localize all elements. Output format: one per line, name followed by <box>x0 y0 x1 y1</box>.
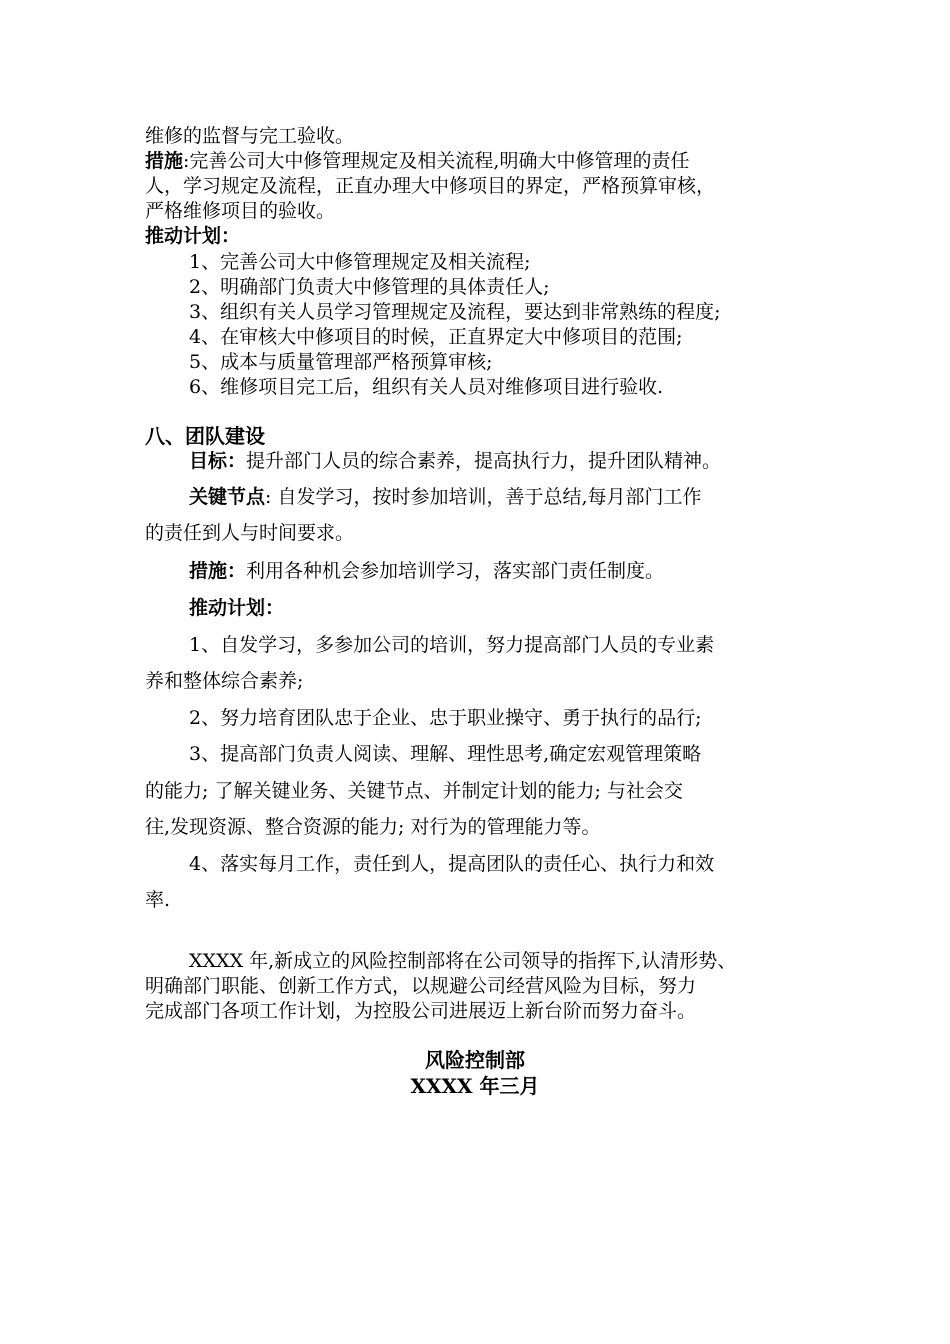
section7-measures-label: 措施 <box>145 150 184 172</box>
section8-key-line1 <box>189 485 702 509</box>
section8-plan-2: 2、努力培育团队忠于企业、忠于职业操守、勇于执行的品行; <box>189 707 702 729</box>
section8-heading: 八、团队建设 <box>145 424 265 448</box>
section8-plan-3-line1: 3、提高部门负责人阅读、理解、理性思考,确定宏观管理策略 <box>189 743 702 765</box>
section8-measures-label: 措施： <box>189 560 247 582</box>
section8-key-line2: 的责任到人与时间要求。 <box>145 522 355 544</box>
closing-line3: 完成部门各项工作计划，为控股公司进展迈上新台阶而努力奋斗。 <box>145 1000 697 1022</box>
section8-key-label: 关键节点 <box>189 486 266 508</box>
closing-line2: 明确部门职能、创新工作方式，以规避公司经营风险为目标，努力 <box>145 975 697 997</box>
section7-line-top: 维修的监督与完工验收。 <box>145 125 355 147</box>
section7-plan-item-5: 5、成本与质量管理部严格预算审核; <box>189 351 493 373</box>
section8-plan-4-line1: 4、落实每月工作，责任到人，提高团队的责任心、执行力和效 <box>189 853 715 875</box>
section7-measures-line1 <box>145 149 689 173</box>
section8-goal <box>189 449 721 473</box>
section7-plan-label: 推动计划： <box>145 225 241 247</box>
section8-measures-text: 利用各种机会参加培训学习，落实部门责任制度。 <box>246 560 665 582</box>
section8-plan-label: 推动计划： <box>189 597 285 619</box>
section8-plan-4-line2: 率. <box>145 889 171 911</box>
section7-plan-item-3: 3、组织有关人员学习管理规定及流程，要达到非常熟练的程度; <box>189 301 721 323</box>
section8-plan-1-line1: 1、自发学习，多参加公司的培训，努力提高部门人员的专业素 <box>189 634 715 656</box>
section8-plan-3-line2: 的能力; 了解关键业务、关键节点、并制定计划的能力; 与社会交 <box>145 780 683 802</box>
section8-measures <box>189 559 664 583</box>
section8-goal-label: 目标： <box>189 450 247 472</box>
section8-key-text1: : 自发学习，按时参加培训，善于总结,每月部门工作 <box>265 486 702 508</box>
section8-plan-1-line2: 养和整体综合素养; <box>145 670 304 692</box>
section7-measures-text1: :完善公司大中修管理规定及相关流程,明确大中修管理的责任 <box>183 150 690 172</box>
section7-measures-line3: 严格维修项目的验收。 <box>145 200 336 222</box>
section8-plan-3-line3: 往,发现资源、整合资源的能力; 对行为的管理能力等。 <box>145 816 601 838</box>
signature-department: 风险控制部 <box>425 1048 525 1072</box>
section7-measures-line2: 人，学习规定及流程，正直办理大中修项目的界定，严格预算审核， <box>145 175 716 197</box>
closing-line1: XXXX 年,新成立的风险控制部将在公司领导的指挥下,认清形势、 <box>189 950 737 972</box>
section7-plan-item-1: 1、完善公司大中修管理规定及相关流程; <box>189 251 531 273</box>
section7-plan-item-6: 6、维修项目完工后，组织有关人员对维修项目进行验收. <box>189 376 664 398</box>
section8-goal-text: 提升部门人员的综合素养，提高执行力，提升团队精神。 <box>246 450 722 472</box>
section7-plan-item-4: 4、在审核大中修项目的时候，正直界定大中修项目的范围; <box>189 326 683 348</box>
section7-plan-item-2: 2、明确部门负责大中修管理的具体责任人; <box>189 276 550 298</box>
signature-date: XXXX 年三月 <box>410 1074 540 1098</box>
